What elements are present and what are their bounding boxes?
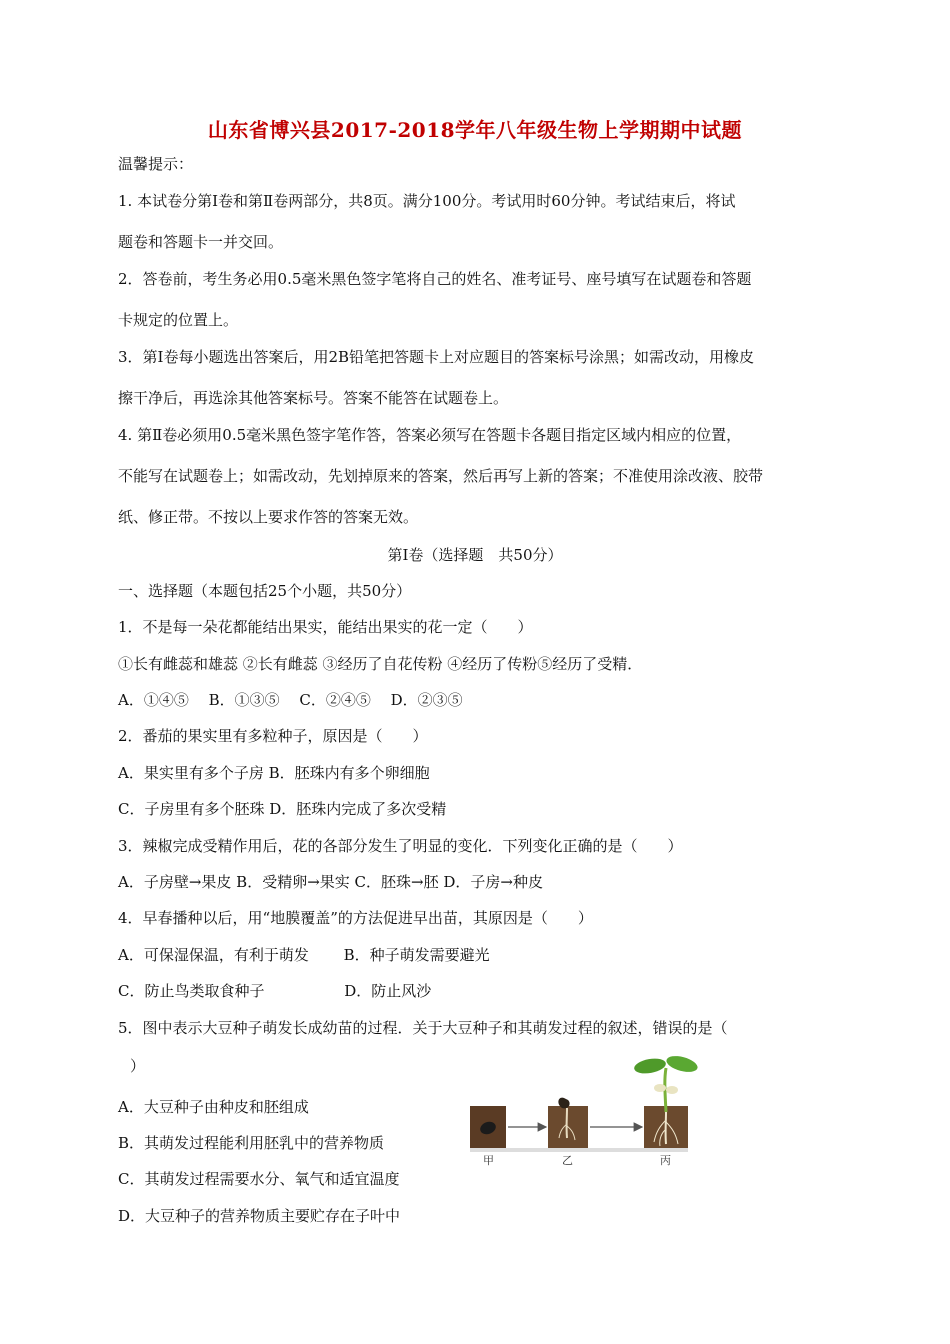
question-line: C．防止鸟类取食种子 D．防止风沙 xyxy=(118,982,432,1000)
question-line: C．子房里有多个胚珠 D．胚珠内完成了多次受精 xyxy=(118,800,447,818)
soil-block-jia xyxy=(470,1106,506,1148)
notice-line: 3．第Ⅰ卷每小题选出答案后，用2B铅笔把答题卡上对应题目的答案标号涂黑；如需改动，用橡皮 xyxy=(118,348,755,366)
notice-line: 不能写在试题卷上；如需改动，先划掉原来的答案，然后再写上新的答案；不准使用涂改液、胶带 xyxy=(118,467,764,485)
notice-line: 纸、修正带。不按以上要求作答的答案无效。 xyxy=(118,508,419,526)
question-line: A．可保湿保温，有利于萌发 B．种子萌发需要避光 xyxy=(118,946,490,964)
leaf-icon xyxy=(633,1056,667,1075)
question-line: A．子房壁→果皮 B．受精卵→果实 C．胚珠→胚 D．子房→种皮 xyxy=(118,873,543,891)
figure-label-jia: 甲 xyxy=(483,1154,494,1167)
question-line: D．大豆种子的营养物质主要贮存在子叶中 xyxy=(118,1207,401,1225)
question-line: ） xyxy=(130,1057,146,1075)
question-line: A．大豆种子由种皮和胚组成 xyxy=(118,1098,309,1116)
leaf-icon xyxy=(665,1053,700,1075)
part-heading: 一、选择题（本题包括25个小题，共50分） xyxy=(118,582,412,600)
notice-line: 1. 本试卷分第Ⅰ卷和第Ⅱ卷两部分，共8页。满分100分。考试用时60分钟。考试结束后，将试 xyxy=(118,192,736,210)
notice-line: 2．答卷前，考生务必用0.5毫米黑色签字笔将自己的姓名、准考证号、座号填写在试题卷和答题 xyxy=(118,270,752,288)
figure-label-bing: 丙 xyxy=(660,1154,671,1167)
notice-heading: 温馨提示： xyxy=(118,155,194,173)
page-title: 山东省博兴县2017-2018学年八年级生物上学期期中试题 xyxy=(207,118,743,142)
cotyledon-icon xyxy=(666,1086,678,1094)
question-line: C．其萌发过程需要水分、氧气和适宜温度 xyxy=(118,1170,400,1188)
germination-figure xyxy=(466,1052,712,1170)
section-title: 第Ⅰ卷（选择题 共50分） xyxy=(387,546,563,564)
figure-label-yi: 乙 xyxy=(562,1154,573,1167)
notice-line: 卡规定的位置上。 xyxy=(118,311,239,329)
question-line: A．①④⑤ B．①③⑤ C．②④⑤ D．②③⑤ xyxy=(118,691,463,709)
notice-line: 擦干净后，再选涂其他答案标号。答案不能答在试题卷上。 xyxy=(118,389,509,407)
question-line: 4．早春播种以后，用“地膜覆盖”的方法促进早出苗，其原因是（ ） xyxy=(118,909,593,927)
notice-line: 题卷和答题卡一并交回。 xyxy=(118,233,284,251)
question-line: A．果实里有多个子房 B．胚珠内有多个卵细胞 xyxy=(118,764,430,782)
cotyledon-icon xyxy=(654,1084,666,1092)
question-line: 2．番茄的果实里有多粒种子，原因是（ ） xyxy=(118,727,428,745)
question-line: ①长有雌蕊和雄蕊 ②长有雌蕊 ③经历了自花传粉 ④经历了传粉⑤经历了受精． xyxy=(118,655,643,673)
soil-block-yi xyxy=(548,1098,588,1148)
soil-block-bing xyxy=(633,1053,699,1148)
question-line: 5．图中表示大豆种子萌发长成幼苗的过程．关于大豆种子和其萌发过程的叙述，错误的是（ xyxy=(118,1019,728,1037)
question-line: 3．辣椒完成受精作用后，花的各部分发生了明显的变化．下列变化正确的是（ ） xyxy=(118,837,683,855)
question-line: B．其萌发过程能利用胚乳中的营养物质 xyxy=(118,1134,385,1152)
question-line: 1．不是每一朵花都能结出果实，能结出果实的花一定（ ） xyxy=(118,618,533,636)
notice-line: 4. 第Ⅱ卷必须用0.5毫米黑色签字笔作答，答案必须写在答题卡各题目指定区域内相应的位置， xyxy=(118,426,742,444)
